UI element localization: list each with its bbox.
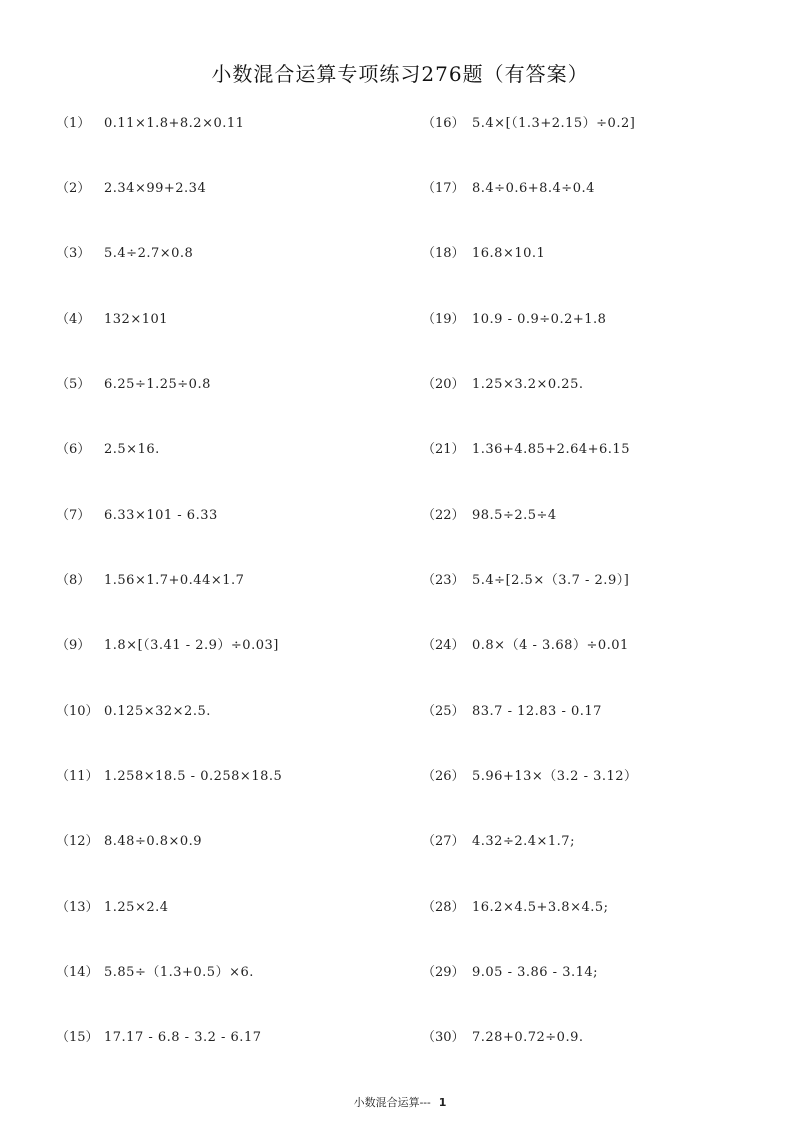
exercise-expression: 132×101: [104, 312, 169, 327]
exercise-expression: 8.48÷0.8×0.9: [104, 834, 203, 849]
exercise-item: [56, 440, 160, 460]
exercise-number: （20）: [422, 377, 465, 392]
exercise-expression: 6.33×101 - 6.33: [104, 508, 218, 523]
exercise-item: [422, 1028, 583, 1048]
exercise-item: [56, 963, 254, 983]
exercise-item: [56, 310, 168, 330]
exercise-expression: 5.96+13×（3.2 - 3.12）: [472, 769, 638, 784]
exercise-expression: 10.9 - 0.9÷0.2+1.8: [472, 312, 607, 327]
page-title: 小数混合运算专项练习276题（有答案）: [211, 62, 589, 86]
exercise-expression: 8.4÷0.6+8.4÷0.4: [472, 181, 595, 196]
exercise-number: （24）: [422, 638, 465, 653]
exercise-expression: 0.11×1.8+8.2×0.11: [104, 116, 245, 131]
exercise-item: [422, 179, 595, 199]
exercise-expression: 9.05 - 3.86 - 3.14;: [472, 965, 599, 980]
exercise-expression: 0.8×（4 - 3.68）÷0.01: [472, 638, 629, 653]
exercise-item: [56, 898, 169, 918]
exercise-item: [56, 1028, 261, 1048]
exercise-item: [422, 114, 635, 134]
exercise-item: [56, 375, 211, 395]
exercise-item: [422, 506, 557, 526]
exercise-expression: 5.4×[（1.3+2.15）÷0.2]: [472, 116, 636, 131]
exercise-expression: 7.28+0.72÷0.9.: [472, 1030, 584, 1045]
exercise-item: [422, 898, 609, 918]
exercise-expression: 5.85÷（1.3+0.5）×6.: [104, 965, 254, 980]
exercise-item: [422, 571, 629, 591]
exercise-expression: 2.34×99+2.34: [104, 181, 207, 196]
exercise-item: [56, 244, 193, 264]
exercise-expression: 5.4÷2.7×0.8: [104, 246, 194, 261]
exercise-item: [56, 114, 244, 134]
page-number: 1: [438, 1096, 447, 1109]
exercise-item: [56, 832, 202, 852]
exercise-item: [56, 702, 211, 722]
exercise-number: （12）: [56, 834, 99, 849]
exercise-item: [422, 963, 598, 983]
exercise-number: （1）: [56, 116, 91, 131]
exercise-item: [56, 506, 218, 526]
exercise-number: （22）: [422, 508, 465, 523]
exercise-item: [56, 767, 282, 787]
exercise-expression: 1.25×2.4: [104, 900, 169, 915]
exercise-number: （27）: [422, 834, 465, 849]
exercise-number: （4）: [56, 312, 91, 327]
exercise-item: [56, 571, 244, 591]
exercise-number: （14）: [56, 965, 99, 980]
exercise-expression: 1.36+4.85+2.64+6.15: [472, 442, 630, 457]
exercise-number: （16）: [422, 116, 465, 131]
exercise-number: （30）: [422, 1030, 465, 1045]
exercise-expression: 1.56×1.7+0.44×1.7: [104, 573, 245, 588]
exercise-expression: 1.258×18.5 - 0.258×18.5: [104, 769, 283, 784]
footer-label: 小数混合运算---: [353, 1096, 431, 1109]
exercise-item: [422, 440, 630, 460]
exercise-item: [422, 767, 638, 787]
exercise-expression: 16.8×10.1: [472, 246, 546, 261]
exercise-item: [422, 702, 602, 722]
exercise-number: （29）: [422, 965, 465, 980]
exercise-expression: 1.8×[（3.41 - 2.9）÷0.03]: [104, 638, 279, 653]
exercise-number: （15）: [56, 1030, 99, 1045]
exercise-expression: 6.25÷1.25÷0.8: [104, 377, 211, 392]
exercise-number: （7）: [56, 508, 91, 523]
exercise-number: （10）: [56, 704, 99, 719]
exercise-number: （26）: [422, 769, 465, 784]
exercise-item: [422, 244, 545, 264]
exercise-number: （3）: [56, 246, 91, 261]
exercise-item: [422, 832, 575, 852]
exercise-item: [422, 310, 606, 330]
exercise-expression: 0.125×32×2.5.: [104, 704, 211, 719]
exercise-expression: 2.5×16.: [104, 442, 160, 457]
exercise-item: [56, 179, 206, 199]
exercise-number: （13）: [56, 900, 99, 915]
exercise-item: [56, 636, 279, 656]
exercise-expression: 1.25×3.2×0.25.: [472, 377, 584, 392]
exercise-number: （9）: [56, 638, 91, 653]
exercise-number: （6）: [56, 442, 91, 457]
exercise-number: （21）: [422, 442, 465, 457]
exercise-item: [422, 375, 583, 395]
exercise-number: （11）: [56, 769, 99, 784]
exercise-number: （2）: [56, 181, 91, 196]
exercise-number: （18）: [422, 246, 465, 261]
exercise-number: （19）: [422, 312, 465, 327]
exercise-number: （8）: [56, 573, 91, 588]
exercise-number: （23）: [422, 573, 465, 588]
exercise-expression: 4.32÷2.4×1.7;: [472, 834, 575, 849]
page-footer: [0, 1094, 800, 1110]
exercise-number: （25）: [422, 704, 465, 719]
exercise-expression: 83.7 - 12.83 - 0.17: [472, 704, 602, 719]
exercise-item: [422, 636, 629, 656]
exercise-expression: 98.5÷2.5÷4: [472, 508, 557, 523]
exercise-expression: 5.4÷[2.5×（3.7 - 2.9）]: [472, 573, 630, 588]
exercise-number: （28）: [422, 900, 465, 915]
exercise-number: （17）: [422, 181, 465, 196]
exercise-expression: 17.17 - 6.8 - 3.2 - 6.17: [104, 1030, 262, 1045]
exercise-number: （5）: [56, 377, 91, 392]
exercise-expression: 16.2×4.5+3.8×4.5;: [472, 900, 609, 915]
